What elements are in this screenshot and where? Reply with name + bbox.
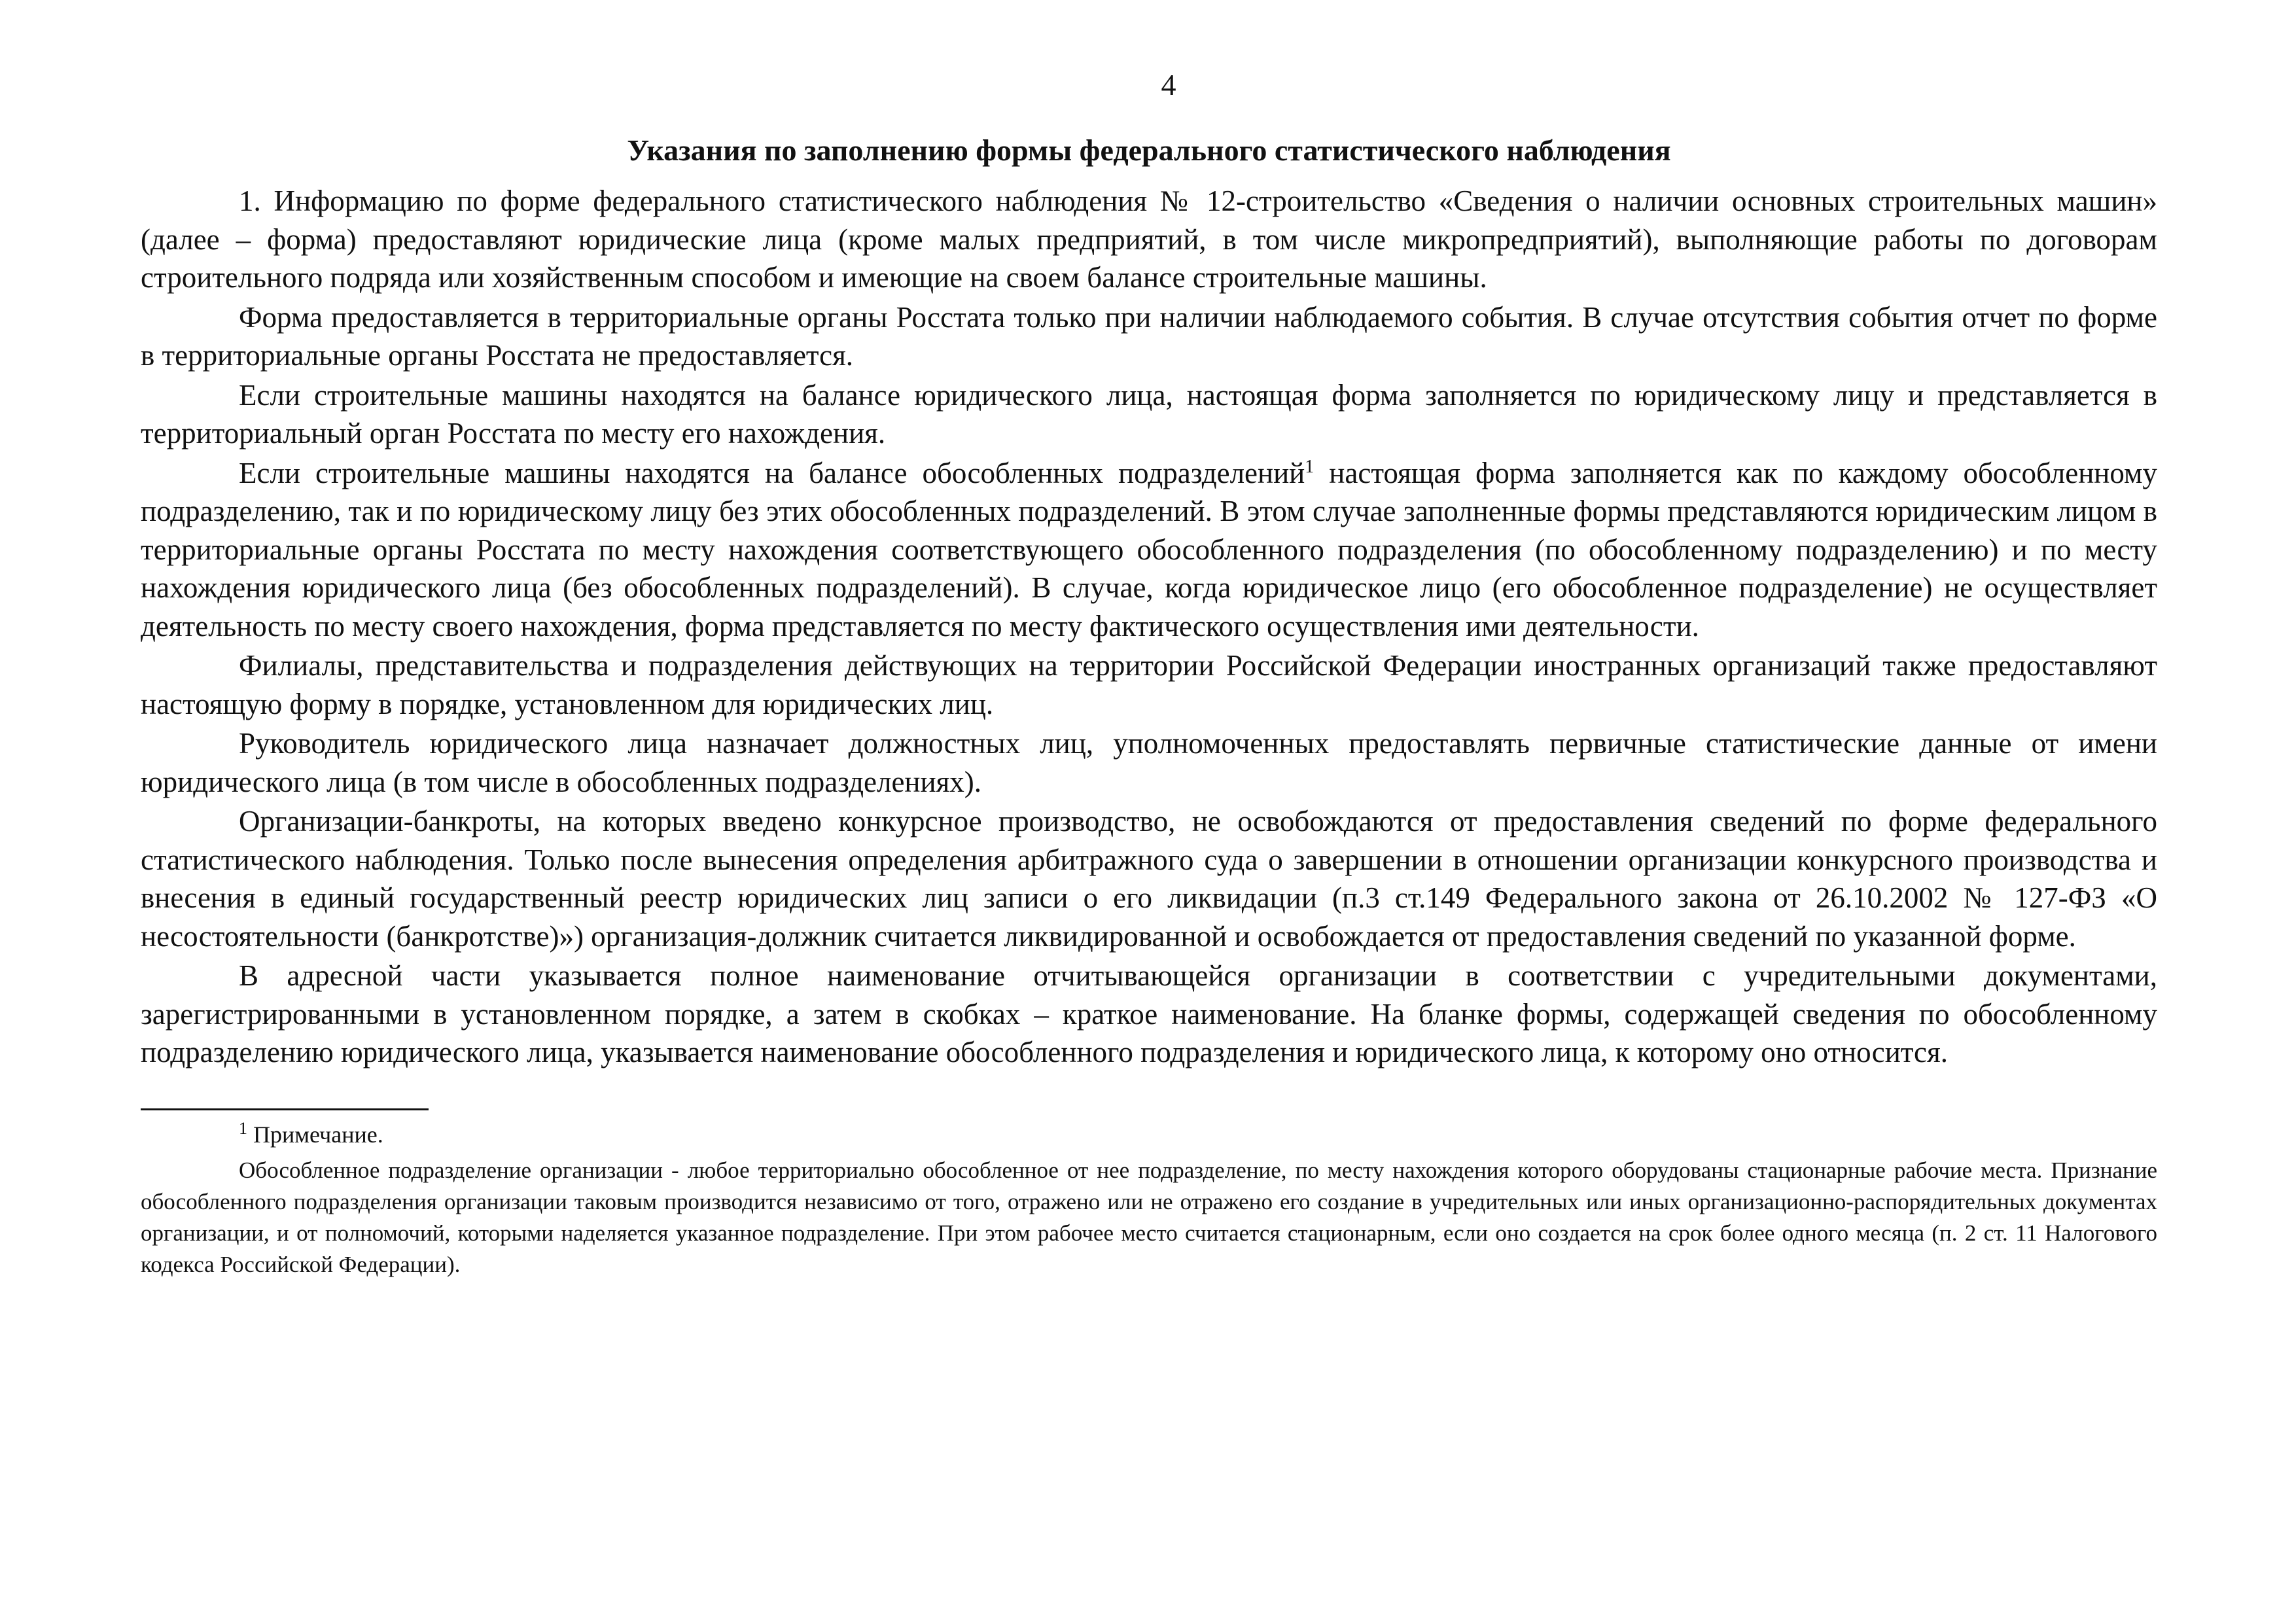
paragraph-3: Если строительные машины находятся на балансе юридического лица, настоящая форма заполняется по юридическому лицу и представляется в территориальный орган Росстата по месту его нахождения.: [141, 378, 2157, 450]
footnote-divider: [141, 1108, 429, 1110]
footnote-text: Обособленное подразделение организации - любое территориально обособленное от нее подразделение, по месту нахождения которого оборудованы стационарные рабочие места. Признание обособленного подразделения организации таковым производится независимо от того, отражено или не отражено его создание в учредительных или иных организационно-распорядительных документах организации, и от полномочий, которыми наделяется указанное подразделение. При этом рабочее место считается стационарным, если оно создается на срок более одного месяца (п. 2 ст. 11 Налогового кодекса Российской Федерации).: [141, 1157, 2157, 1277]
paragraph-2: Форма предоставляется в территориальные органы Росстата только при наличии наблюдаемого события. В случае отсутствия события отчет по форме в территориальные органы Росстата не предоставляется.: [141, 300, 2157, 372]
paragraph-4-text-after: настоящая форма заполняется как по каждому обособленному подразделению, так и по юридическому лицу без этих обособленных подразделений. В этом случае заполненные формы представляются юридическим лицом в территориальные органы Росстата по месту нахождения соответствующего обособленного подразделения (по обособленному подразделению) и по месту нахождения юридического лица (без обособленных подразделений). В случае, когда юридическое лицо (его обособленное подразделение) не осуществляет деятельность по месту своего нахождения, форма представляется по месту фактического осуществления ими деятельности.: [141, 456, 2157, 643]
footnote-heading: [141, 1120, 2157, 1150]
paragraph-4: [141, 454, 2157, 646]
page-content: [141, 65, 2157, 1280]
paragraph-8: В адресной части указывается полное наименование отчитывающейся организации в соответствии с учредительными документами, зарегистрированными в установленном порядке, а затем в скобках – краткое наименование. На бланке формы, содержащей сведения по обособленному подразделению юридического лица, указывается наименование обособленного подразделения и юридического лица, к которому оно относится.: [141, 959, 2157, 1068]
footnote-reference: 1: [1305, 456, 1315, 477]
footnote-mark: 1: [239, 1118, 247, 1138]
page-number: 4: [1161, 68, 1176, 101]
footnote-heading-text: Примечание.: [253, 1121, 383, 1148]
document-title: Указания по заполнению формы федерального статистического наблюдения: [627, 133, 1671, 167]
paragraph-4-text-before: Если строительные машины находятся на балансе обособленных подразделений: [239, 456, 1305, 489]
paragraph-7: Организации-банкроты, на которых введено конкурсное производство, не освобождаются от предоставления сведений по форме федерального статистического наблюдения. Только после вынесения определения арбитражного суда о завершении в отношении организации конкурсного производства и внесения в единый государственный реестр юридических лиц записи о его ликвидации (п.3 ст.149 Федерального закона от 26.10.2002 № 127-ФЗ «О несостоятельности (банкротстве)») организация-должник считается ликвидированной и освобождается от предоставления сведений по указанной форме.: [141, 805, 2157, 953]
paragraph-6: Руководитель юридического лица назначает должностных лиц, уполномоченных предоставлять первичные статистические данные от имени юридического лица (в том числе в обособленных подразделениях).: [141, 727, 2157, 798]
paragraph-5: Филиалы, представительства и подразделения действующих на территории Российской Федерации иностранных организаций также предоставляют настоящую форму в порядке, установленном для юридических лиц.: [141, 649, 2157, 720]
paragraph-1: 1. Информацию по форме федерального статистического наблюдения № 12-строительство «Сведения о наличии основных строительных машин» (далее – форма) предоставляют юридические лица (кроме малых предприятий, в том числе микропредприятий), выполняющие работы по договорам строительного подряда или хозяйственным способом и имеющие на своем балансе строительные машины.: [141, 185, 2157, 294]
